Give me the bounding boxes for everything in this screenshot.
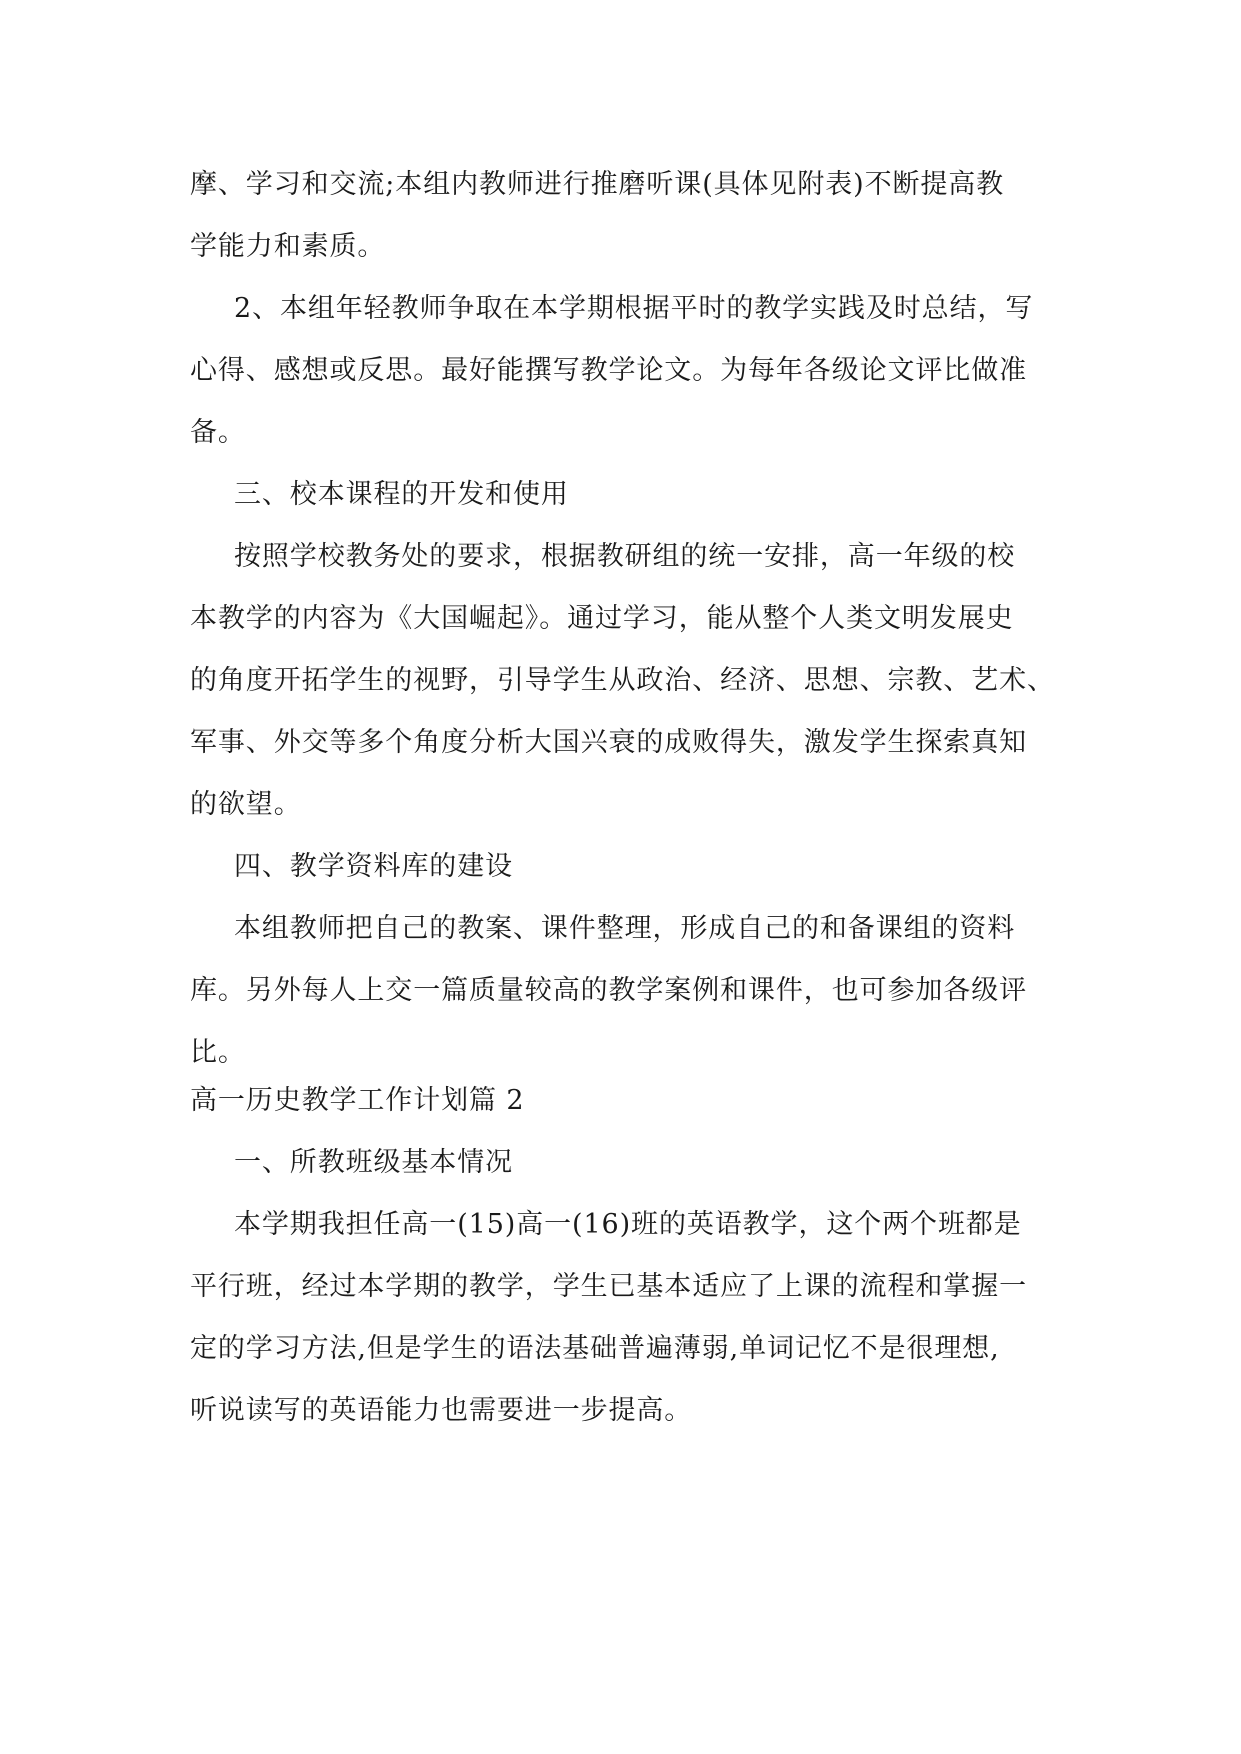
paragraph-line: 平行班，经过本学期的教学，学生已基本适应了上课的流程和掌握一 bbox=[190, 1271, 1027, 1302]
paragraph-line: 本教学的内容为《大国崛起》。通过学习，能从整个人类文明发展史 bbox=[190, 603, 1014, 634]
paragraph-line: 库。另外每人上交一篇质量较高的教学案例和课件，也可参加各级评 bbox=[190, 975, 1027, 1006]
document-body-top bbox=[190, 154, 1056, 1084]
paragraph-line: 军事、外交等多个角度分析大国兴衰的成败得失，激发学生探索真知 bbox=[190, 727, 1027, 758]
section-heading: 三、校本课程的开发和使用 bbox=[234, 479, 569, 510]
paragraph-line: 心得、感想或反思。最好能撰写教学论文。为每年各级论文评比做准 bbox=[190, 355, 1027, 386]
section-heading: 一、所教班级基本情况 bbox=[234, 1147, 513, 1178]
paragraph-line: 学能力和素质。 bbox=[190, 231, 386, 262]
document-body-bottom bbox=[190, 1070, 1056, 1442]
paragraph-line: 定的学习方法,但是学生的语法基础普遍薄弱,单词记忆不是很理想, bbox=[190, 1333, 1000, 1364]
paragraph-line: 听说读写的英语能力也需要进一步提高。 bbox=[190, 1395, 693, 1426]
section-heading: 四、教学资料库的建设 bbox=[234, 851, 513, 882]
paragraph-line: 的角度开拓学生的视野，引导学生从政治、经济、思想、宗教、艺术、 bbox=[190, 665, 1055, 696]
paragraph-line: 本学期我担任高一(15)高一(16)班的英语教学，这个两个班都是 bbox=[234, 1209, 1022, 1240]
paragraph-line: 比。 bbox=[190, 1037, 246, 1068]
paragraph-line: 2、本组年轻教师争取在本学期根据平时的教学实践及时总结，写 bbox=[234, 293, 1034, 324]
paragraph-line: 本组教师把自己的教案、课件整理，形成自己的和备课组的资料 bbox=[234, 913, 1016, 944]
paragraph-line: 备。 bbox=[190, 417, 246, 448]
paragraph-line: 摩、学习和交流;本组内教师进行推磨听课(具体见附表)不断提高教 bbox=[190, 169, 1005, 200]
article-title: 高一历史教学工作计划篇 2 bbox=[190, 1085, 525, 1116]
paragraph-line: 的欲望。 bbox=[190, 789, 302, 820]
paragraph-line: 按照学校教务处的要求，根据教研组的统一安排，高一年级的校 bbox=[234, 541, 1016, 572]
